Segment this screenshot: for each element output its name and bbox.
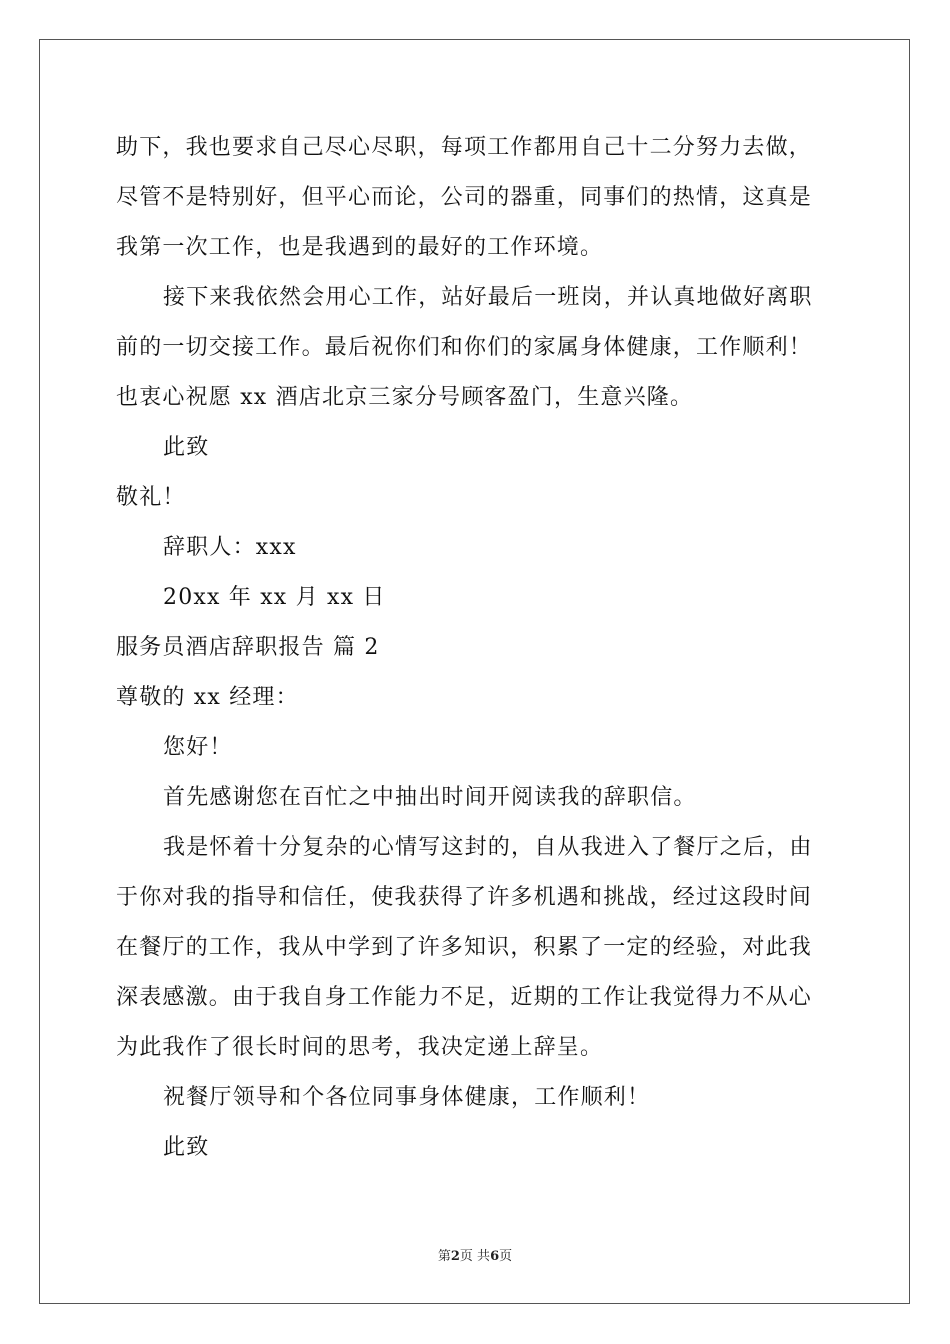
body-line-4: 接下来我依然会用心工作，站好最后一班岗，并认真地做好离职 xyxy=(163,285,813,310)
footer-mid: 页 共 xyxy=(459,1249,491,1264)
signature-name: 辞职人：xxx xyxy=(163,535,297,560)
footer-page-total: 6 xyxy=(490,1249,500,1264)
signature-date: 20xx 年 xx 月 xx 日 xyxy=(163,585,386,610)
body-line-12: 为此我作了很长时间的思考，我决定递上辞呈。 xyxy=(116,1035,604,1060)
body-line-10: 在餐厅的工作，我从中学到了许多知识，积累了一定的经验，对此我 xyxy=(116,935,813,960)
body-line-1: 助下，我也要求自己尽心尽职，每项工作都用自己十二分努力去做， xyxy=(116,135,813,160)
closing-cizhi: 此致 xyxy=(163,435,210,460)
footer-suffix: 页 xyxy=(499,1249,513,1264)
page-border xyxy=(39,39,910,1304)
closing-cizhi-2: 此致 xyxy=(163,1135,210,1160)
greeting: 您好！ xyxy=(163,735,233,760)
footer-page-current: 2 xyxy=(450,1249,460,1264)
section-heading: 服务员酒店辞职报告 篇 2 xyxy=(116,635,380,660)
body-line-8: 我是怀着十分复杂的心情写这封的，自从我进入了餐厅之后，由 xyxy=(163,835,813,860)
page-footer xyxy=(0,1248,950,1266)
closing-jingli: 敬礼！ xyxy=(116,485,186,510)
body-line-9: 于你对我的指导和信任，使我获得了许多机遇和挑战，经过这段时间 xyxy=(116,885,813,910)
body-line-7: 首先感谢您在百忙之中抽出时间开阅读我的辞职信。 xyxy=(163,785,697,810)
footer-prefix: 第 xyxy=(437,1249,451,1264)
body-line-13: 祝餐厅领导和个各位同事身体健康，工作顺利！ xyxy=(163,1085,651,1110)
body-line-6: 也衷心祝愿 xx 酒店北京三家分号顾客盈门，生意兴隆。 xyxy=(116,385,694,410)
body-line-5: 前的一切交接工作。最后祝你们和你们的家属身体健康，工作顺利！ xyxy=(116,335,813,360)
salutation: 尊敬的 xx 经理： xyxy=(116,685,299,710)
body-line-3: 我第一次工作，也是我遇到的最好的工作环境。 xyxy=(116,235,604,260)
body-line-11: 深表感激。由于我自身工作能力不足，近期的工作让我觉得力不从心 xyxy=(116,985,813,1010)
body-line-2: 尽管不是特别好，但平心而论，公司的器重，同事们的热情，这真是 xyxy=(116,185,813,210)
